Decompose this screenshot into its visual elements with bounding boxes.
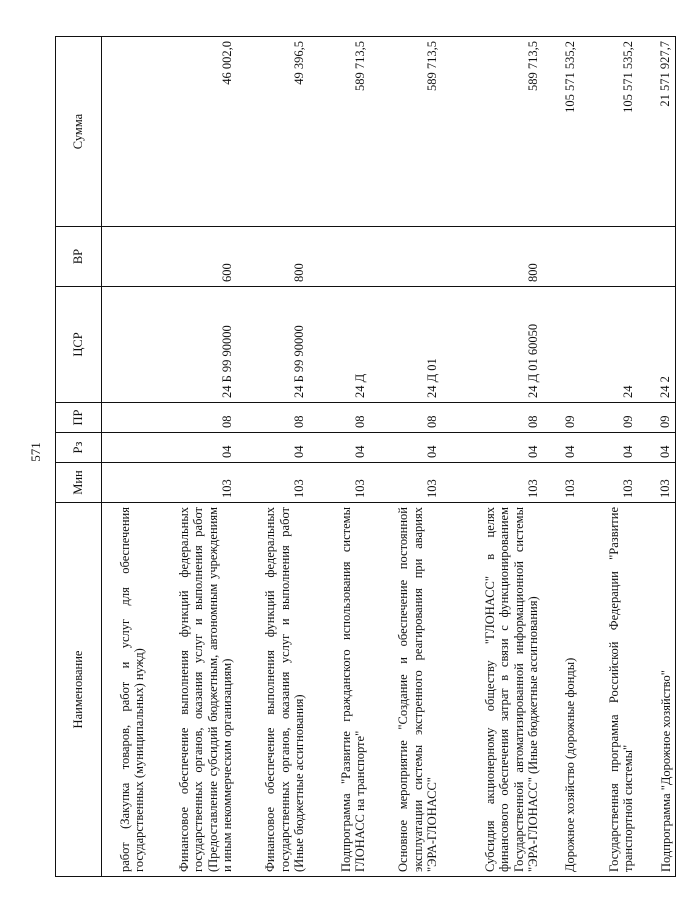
budget-table [55, 36, 676, 877]
cell-pr: 09 [543, 403, 580, 433]
column-header-vr: ВР [56, 227, 102, 287]
table-body [102, 37, 676, 877]
cell-vr [580, 227, 638, 287]
cell-vr [638, 227, 676, 287]
cell-csr [102, 287, 149, 403]
cell-sum [102, 37, 149, 227]
cell-rz: 04 [638, 433, 676, 463]
column-header-name: Наименование [56, 503, 102, 877]
cell-sum: 46 002,0 [149, 37, 237, 227]
cell-pr [102, 403, 149, 433]
cell-vr: 600 [149, 227, 237, 287]
column-header-pr: ПР [56, 403, 102, 433]
rotated-table-container [55, 37, 673, 877]
cell-name: Финансовое обеспечение выполнения функций федеральных государственных органов, оказания услуг и выполнения работ (Иные бюджетные ассигнования) [237, 503, 309, 877]
cell-name: Подпрограмма "Дорожное хозяйство" [638, 503, 676, 877]
cell-sum: 589 713,5 [442, 37, 543, 227]
cell-name: Подпрограмма "Развитие гражданского использования системы ГЛОНАСС на транспорте" [309, 503, 370, 877]
cell-min: 103 [543, 463, 580, 503]
cell-name: работ (Закупка товаров, работ и услуг для обеспечения государственных (муниципальных) нужд) [102, 503, 149, 877]
cell-pr: 08 [309, 403, 370, 433]
table-row [370, 37, 442, 877]
cell-vr [370, 227, 442, 287]
cell-csr: 24 [580, 287, 638, 403]
cell-name: Субсидия акционерному обществу "ГЛОНАСС" в целях финансового обеспечения затрат в связи с функционированием Государственной автоматизированной информационной системы "ЭРА-ГЛОНАСС" (Иные бюджетные ассигнования) [442, 503, 543, 877]
cell-csr: 24 Д 01 60050 [442, 287, 543, 403]
cell-sum: 105 571 535,2 [580, 37, 638, 227]
cell-min: 103 [237, 463, 309, 503]
cell-min: 103 [149, 463, 237, 503]
cell-rz: 04 [309, 433, 370, 463]
cell-csr: 24 2 [638, 287, 676, 403]
table-row [309, 37, 370, 877]
column-header-min: Мин [56, 463, 102, 503]
cell-min [102, 463, 149, 503]
cell-pr: 08 [442, 403, 543, 433]
cell-sum: 21 571 927,7 [638, 37, 676, 227]
cell-min: 103 [638, 463, 676, 503]
table-row [580, 37, 638, 877]
cell-pr: 09 [638, 403, 676, 433]
table-row [102, 37, 149, 877]
page-number: 571 [28, 442, 43, 462]
cell-csr: 24 Б 99 90000 [149, 287, 237, 403]
cell-rz: 04 [543, 433, 580, 463]
cell-csr: 24 Д 01 [370, 287, 442, 403]
cell-rz: 04 [442, 433, 543, 463]
column-header-rz: Рз [56, 433, 102, 463]
cell-rz [102, 433, 149, 463]
cell-sum: 105 571 535,2 [543, 37, 580, 227]
table-row [442, 37, 543, 877]
cell-name: Основное мероприятие "Создание и обеспечение постоянной эксплуатации системы экстренного реагирования при авариях "ЭРА-ГЛОНАСС" [370, 503, 442, 877]
cell-name: Финансовое обеспечение выполнения функций федеральных государственных органов, оказания услуг и выполнения работ (Предоставление субсидий бюджетным, автономным учреждениям и иным некоммерческим организациям) [149, 503, 237, 877]
cell-vr [309, 227, 370, 287]
cell-sum: 589 713,5 [309, 37, 370, 227]
cell-pr: 08 [370, 403, 442, 433]
table-row [638, 37, 676, 877]
cell-sum: 49 396,5 [237, 37, 309, 227]
cell-pr: 09 [580, 403, 638, 433]
cell-csr: 24 Д [309, 287, 370, 403]
cell-min: 103 [370, 463, 442, 503]
cell-rz: 04 [370, 433, 442, 463]
cell-vr: 800 [442, 227, 543, 287]
column-header-sum: Сумма [56, 37, 102, 227]
cell-rz: 04 [580, 433, 638, 463]
cell-rz: 04 [237, 433, 309, 463]
cell-vr [543, 227, 580, 287]
cell-sum: 589 713,5 [370, 37, 442, 227]
column-header-csr: ЦСР [56, 287, 102, 403]
cell-min: 103 [309, 463, 370, 503]
cell-min: 103 [580, 463, 638, 503]
cell-min: 103 [442, 463, 543, 503]
cell-csr [543, 287, 580, 403]
table-row [149, 37, 237, 877]
cell-pr: 08 [237, 403, 309, 433]
cell-vr: 800 [237, 227, 309, 287]
cell-name: Государственная программа Российской Федерации "Развитие транспортной системы" [580, 503, 638, 877]
table-row [237, 37, 309, 877]
table-header-row [56, 37, 102, 877]
cell-vr [102, 227, 149, 287]
cell-name: Дорожное хозяйство (дорожные фонды) [543, 503, 580, 877]
cell-csr: 24 Б 99 90000 [237, 287, 309, 403]
cell-rz: 04 [149, 433, 237, 463]
table-row [543, 37, 580, 877]
cell-pr: 08 [149, 403, 237, 433]
